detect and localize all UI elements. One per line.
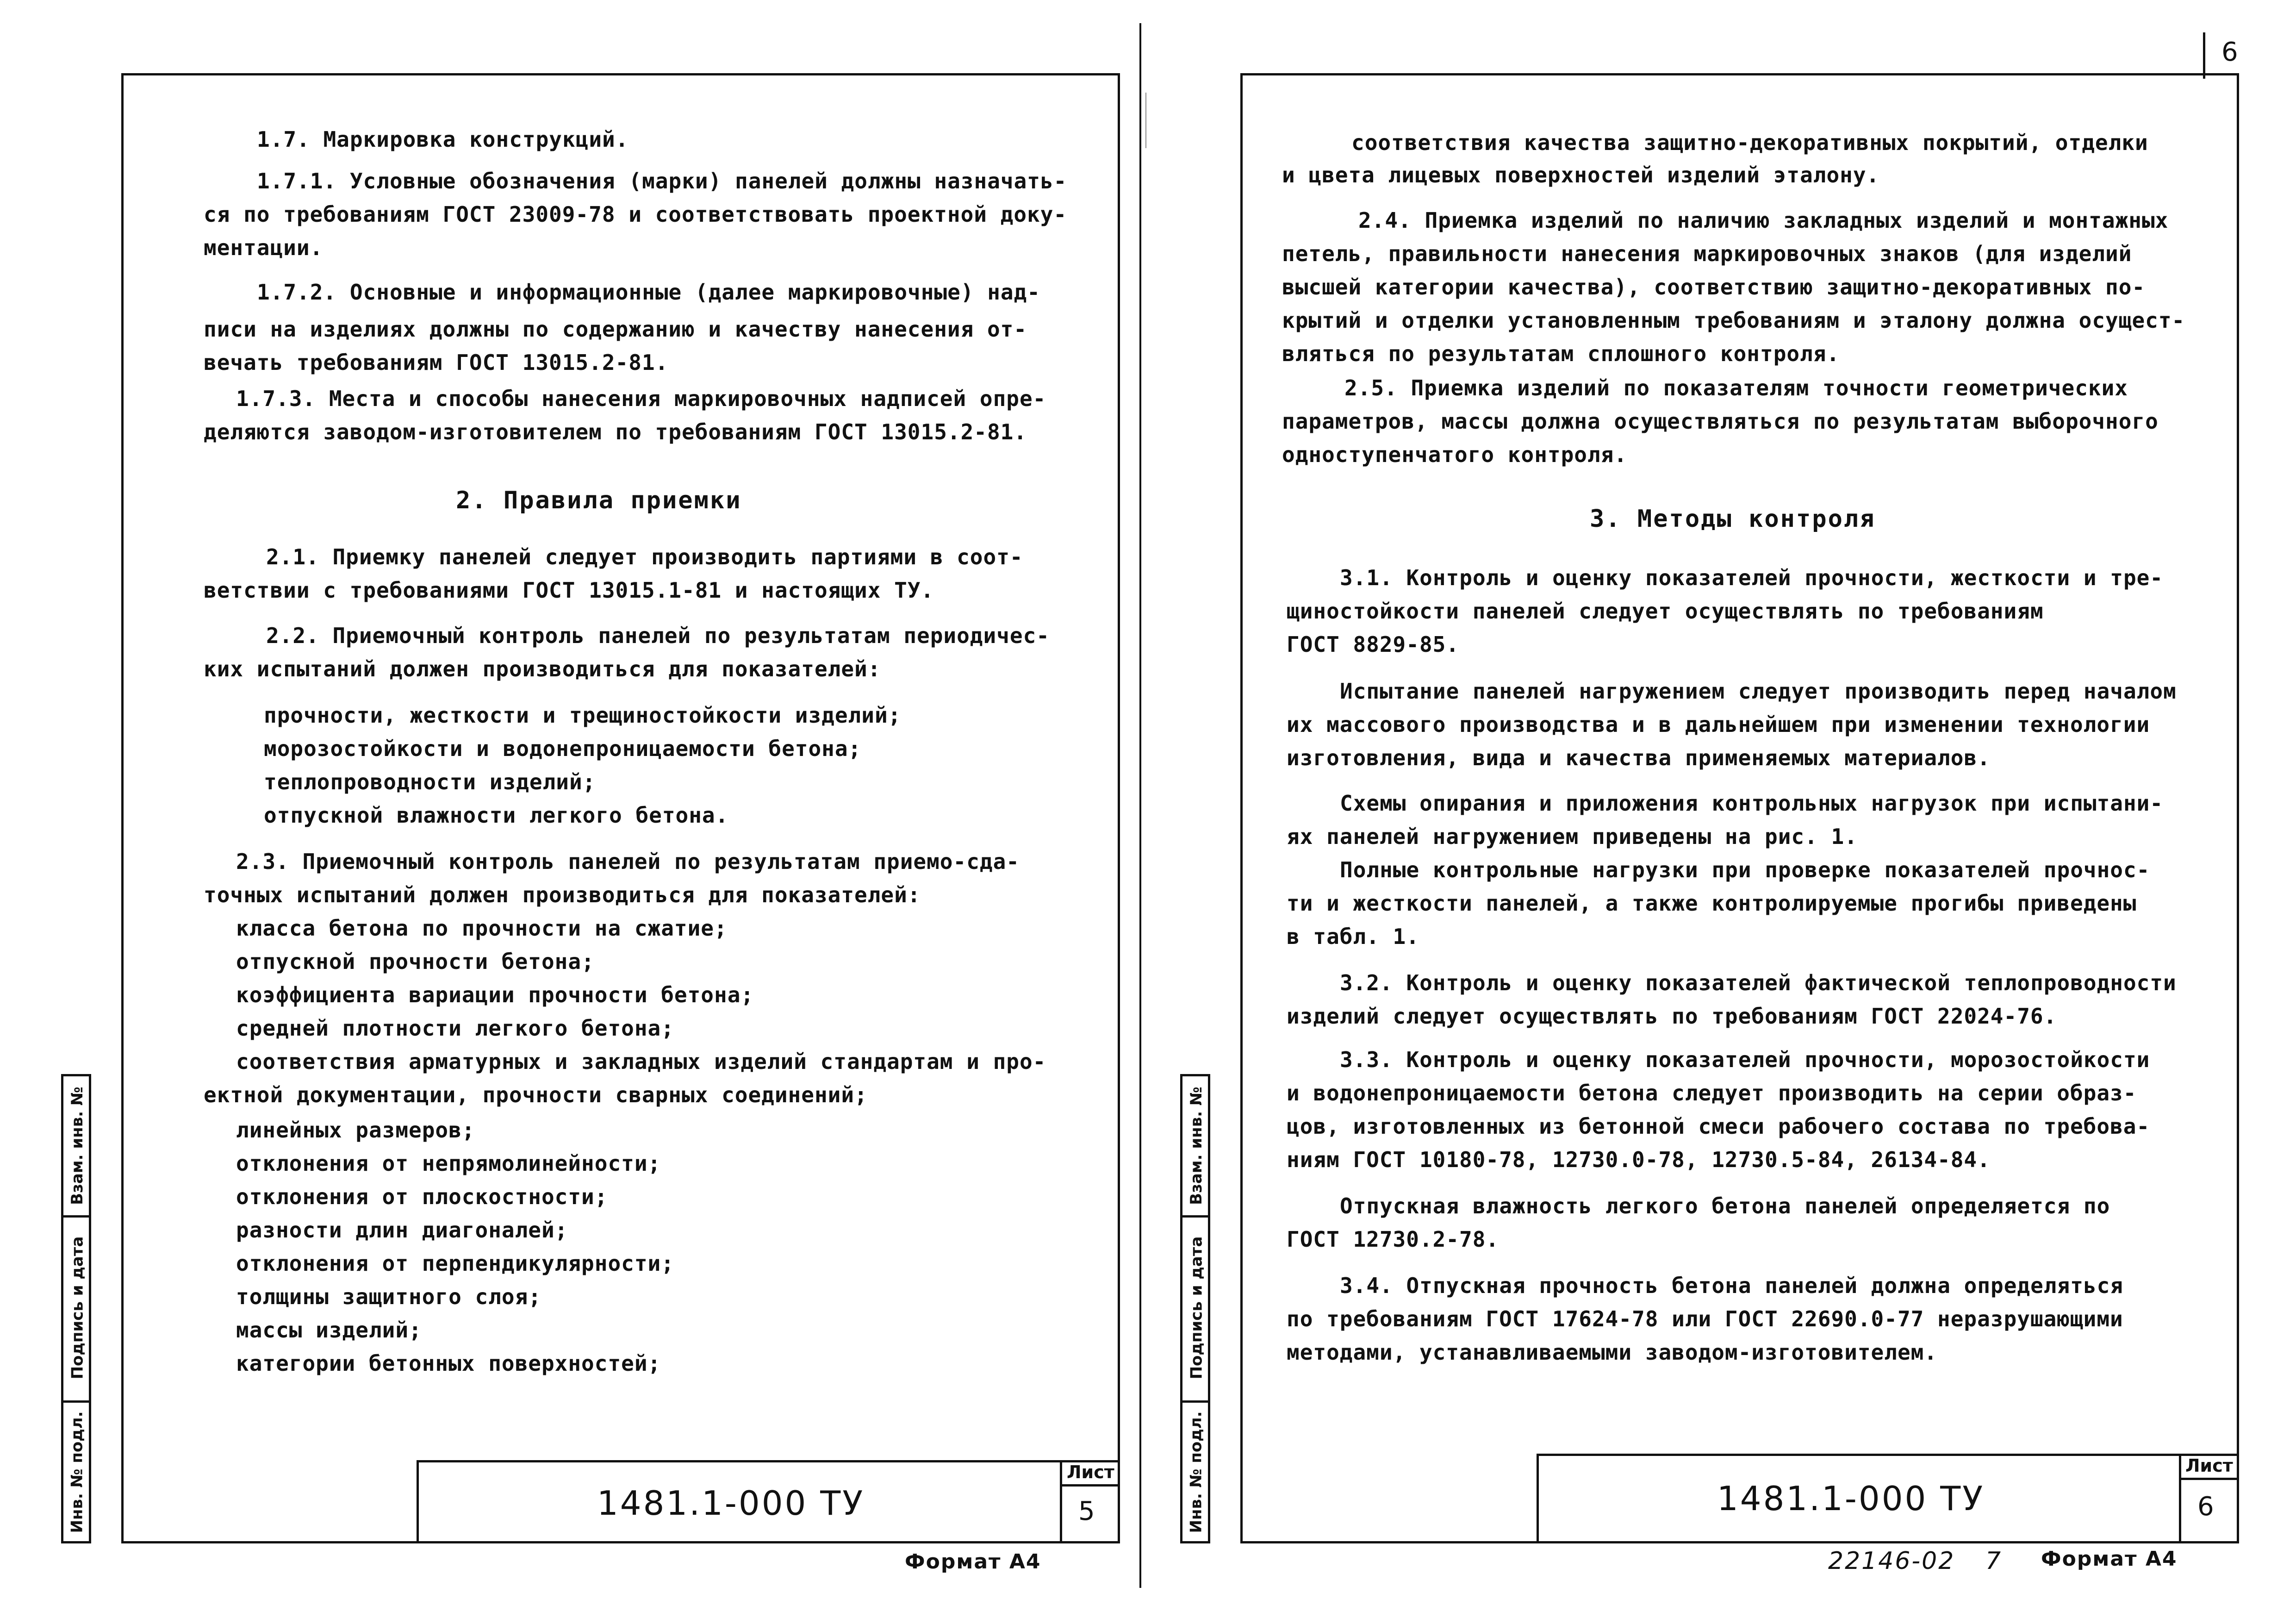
text-line: отпускной прочности бетона;: [236, 949, 595, 974]
right-side-podpis: Подпись и дата: [1182, 1215, 1210, 1403]
text-line: крытий и отделки установленным требованиям и эталону должна осущест-: [1282, 308, 2185, 333]
center-fold-line: [1139, 23, 1141, 1588]
text-line: 3.3. Контроль и оценку показателей прочности, морозостойкости: [1340, 1047, 2150, 1072]
text-line: и водонепроницаемости бетона следует производить на серии образ-: [1287, 1081, 2137, 1106]
right-side-strip-inner: [1208, 1074, 1210, 1543]
text-line: 1.7.1. Условные обозначения (марки) панелей должны назначать-: [257, 169, 1067, 194]
left-side-strip-inner: [89, 1074, 91, 1543]
text-line: морозостойкости и водонепроницаемости бетона;: [264, 736, 862, 761]
text-line: щиностойкости панелей следует осуществлять по требованиям: [1287, 599, 2044, 624]
text-line: ветствии с требованиями ГОСТ 13015.1-81 и настоящих ТУ.: [204, 578, 934, 603]
text-line: ких испытаний должен производиться для показателей:: [204, 656, 881, 681]
left-title-block-hdivider: [1060, 1484, 1120, 1487]
text-line: писи на изделиях должны по содержанию и качеству нанесения от-: [204, 317, 1027, 342]
text-line: отклонения от перпендикулярности;: [236, 1251, 674, 1276]
text-line: ГОСТ 8829-85.: [1287, 632, 1460, 657]
corner-divider: [2203, 32, 2205, 79]
text-line: средней плотности легкого бетона;: [236, 1016, 674, 1041]
text-line: 2.5. Приемка изделий по показателям точности геометрических: [1344, 375, 2128, 400]
section-heading: 3. Методы контроля: [1590, 505, 1876, 533]
text-line: параметров, массы должна осуществляться по результатам выборочного: [1282, 409, 2159, 434]
text-line: 2.4. Приемка изделий по наличию закладных изделий и монтажных: [1358, 208, 2169, 233]
text-line: их массового производства и в дальнейшем при изменении технологии: [1287, 712, 2150, 737]
text-line: 1.7.2. Основные и информационные (далее маркировочные) над-: [257, 280, 1040, 305]
left-side-strip: [61, 1074, 89, 1543]
text-line: по требованиям ГОСТ 17624-78 или ГОСТ 22690.0-77 неразрушающими: [1287, 1306, 2123, 1331]
text-line: цов, изготовленных из бетонной смеси рабочего состава по требова-: [1287, 1114, 2150, 1139]
sheet-number: 6: [2197, 1492, 2214, 1522]
text-line: Полные контрольные нагрузки при проверке показателей прочнос-: [1340, 857, 2150, 882]
text-line: 3.4. Отпускная прочность бетона панелей должна определяться: [1340, 1273, 2123, 1298]
text-line: 2.3. Приемочный контроль панелей по результатам приемо-сда-: [236, 849, 1020, 874]
text-line: ектной документации, прочности сварных соединений;: [204, 1082, 868, 1107]
text-line: массы изделий;: [236, 1318, 422, 1343]
format-label: Формат А4: [905, 1550, 1041, 1574]
text-line: отпускной влажности легкого бетона.: [264, 803, 729, 828]
text-line: 1.7.3. Места и способы нанесения маркировочных надписей опре-: [236, 386, 1046, 411]
text-line: линейных размеров;: [236, 1118, 475, 1143]
text-line: 1.7. Маркировка конструкций.: [257, 127, 629, 152]
text-line: отклонения от плоскостности;: [236, 1184, 608, 1209]
text-line: прочности, жесткости и трещиностойкости изделий;: [264, 703, 902, 728]
text-line: толщины защитного слоя;: [236, 1284, 541, 1309]
text-line: высшей категории качества), соответствию защитно-декоративных по-: [1282, 275, 2146, 300]
text-line: ГОСТ 12730.2-78.: [1287, 1227, 1500, 1252]
text-line: одноступенчатого контроля.: [1282, 442, 1628, 467]
right-title-block-hdivider: [2179, 1478, 2239, 1480]
text-line: коэффициента вариации прочности бетона;: [236, 982, 754, 1007]
text-line: ти и жесткости панелей, а также контролируемые прогибы приведены: [1287, 891, 2137, 916]
handwritten-note: 22146-02: [1828, 1547, 1955, 1575]
text-line: деляются заводом-изготовителем по требованиям ГОСТ 13015.2-81.: [204, 419, 1027, 444]
text-line: 3.2. Контроль и оценку показателей фактической теплопроводности: [1340, 970, 2177, 995]
right-title-block-divider: [2179, 1454, 2181, 1543]
text-line: ниям ГОСТ 10180-78, 12730.0-78, 12730.5-84, 26134-84.: [1287, 1147, 1991, 1172]
text-line: методами, устанавливаемыми заводом-изготовителем.: [1287, 1340, 1938, 1365]
text-line: 2.1. Приемку панелей следует производить партиями в соот-: [266, 544, 1023, 569]
document-code: 1481.1-000 ТУ: [597, 1484, 865, 1523]
left-title-block-divider: [1060, 1460, 1062, 1543]
text-line: точных испытаний должен производиться для показателей:: [204, 882, 921, 907]
text-line: 3.1. Контроль и оценку показателей прочности, жесткости и тре-: [1340, 565, 2164, 590]
handwritten-number: 7: [1985, 1547, 2003, 1575]
left-side-vzam: Взам. инв. №: [63, 1076, 91, 1218]
text-line: вляться по результатам сплошного контроля.: [1282, 341, 1840, 366]
document-code: 1481.1-000 ТУ: [1717, 1479, 1985, 1518]
text-line: Схемы опирания и приложения контрольных нагрузок при испытани-: [1340, 791, 2164, 816]
text-line: петель, правильности нанесения маркировочных знаков (для изделий: [1282, 241, 2132, 266]
section-heading: 2. Правила приемки: [456, 487, 742, 514]
text-line: класса бетона по прочности на сжатие;: [236, 916, 728, 941]
format-label: Формат А4: [2041, 1547, 2178, 1571]
text-line: ся по требованиям ГОСТ 23009-78 и соответствовать проектной доку-: [204, 202, 1067, 227]
text-line: теплопроводности изделий;: [264, 769, 596, 794]
sheet-label: Лист: [2185, 1455, 2233, 1476]
text-line: ментации.: [204, 235, 324, 260]
corner-page-number: 6: [2221, 37, 2238, 67]
right-side-vzam: Взам. инв. №: [1182, 1076, 1210, 1218]
text-line: изделий следует осуществлять по требованиям ГОСТ 22024-76.: [1287, 1004, 2057, 1029]
left-side-inv: Инв. № подл.: [68, 1411, 87, 1533]
text-line: вечать требованиям ГОСТ 13015.2-81.: [204, 350, 669, 375]
sheet-label: Лист: [1067, 1462, 1114, 1482]
text-line: Отпускная влажность легкого бетона панелей определяется по: [1340, 1193, 2110, 1218]
text-line: Испытание панелей нагружением следует производить перед началом: [1340, 679, 2177, 704]
text-line: изготовления, вида и качества применяемых материалов.: [1287, 745, 1991, 770]
text-line: разности длин диагоналей;: [236, 1218, 568, 1243]
right-side-inv: Инв. № подл.: [1187, 1411, 1206, 1533]
text-line: ях панелей нагружением приведены на рис. 1.: [1287, 824, 1858, 849]
right-side-strip: [1180, 1074, 1208, 1543]
sheet-number: 5: [1078, 1496, 1095, 1526]
text-line: в табл. 1.: [1287, 924, 1419, 949]
text-line: 2.2. Приемочный контроль панелей по результатам периодичес-: [266, 623, 1050, 648]
text-line: категории бетонных поверхностей;: [236, 1351, 661, 1376]
text-line: соответствия качества защитно-декоративных покрытий, отделки: [1351, 130, 2148, 155]
left-side-podpis: Подпись и дата: [63, 1215, 91, 1403]
text-line: и цвета лицевых поверхностей изделий эталону.: [1282, 162, 1880, 187]
text-line: отклонения от непрямолинейности;: [236, 1151, 661, 1176]
text-line: соответствия арматурных и закладных изделий стандартам и про-: [236, 1049, 1046, 1074]
center-fold-mark: [1145, 93, 1146, 148]
